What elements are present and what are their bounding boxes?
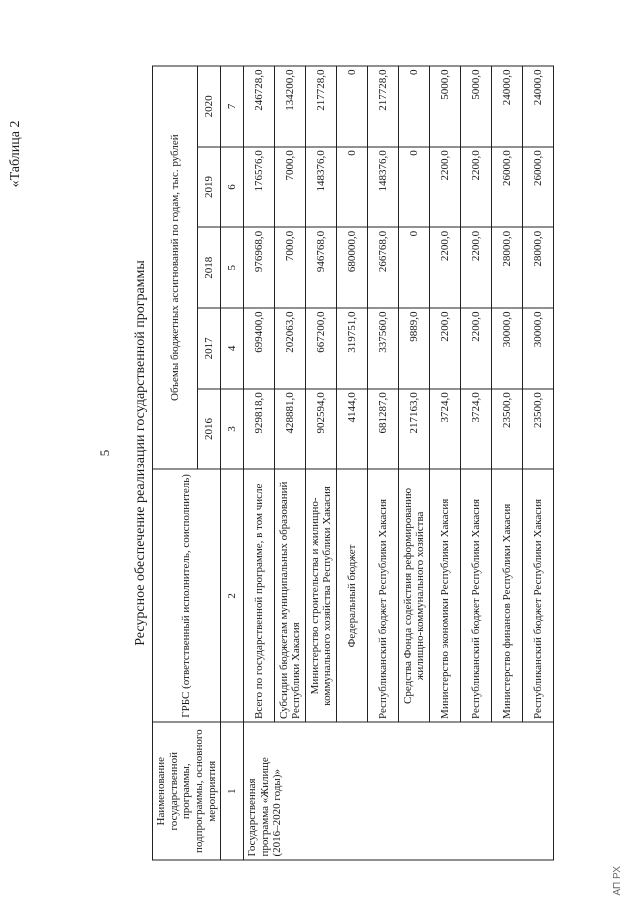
grbs-cell: Министерство финансов Республики Хакасия — [492, 469, 523, 722]
grbs-cell: Субсидии бюджетам муниципальных образований Республики Хакасия — [275, 469, 306, 722]
table-row — [244, 66, 275, 860]
value-cell: 4144,0 — [337, 388, 368, 469]
value-cell: 217163,0 — [399, 388, 430, 469]
grbs-cell: Республиканский бюджет Республики Хакасия — [461, 469, 492, 722]
column-number: 4 — [221, 308, 244, 389]
table-label: «Таблица 2 — [8, 120, 23, 187]
program-name-cell: Государственная программа «Жилище (2016–2020 годы)» — [244, 722, 554, 860]
value-cell: 23500,0 — [492, 388, 523, 469]
value-cell: 2200,0 — [430, 308, 461, 389]
value-cell: 7000,0 — [275, 227, 306, 308]
value-cell: 0 — [399, 227, 430, 308]
value-cell: 24000,0 — [523, 66, 554, 147]
value-cell: 667200,0 — [306, 308, 337, 389]
value-cell: 30000,0 — [523, 308, 554, 389]
header-year: 2017 — [198, 308, 221, 389]
grbs-cell: Всего по государственной программе, в том числе — [244, 469, 275, 722]
value-cell: 134200,0 — [275, 66, 306, 147]
header-year: 2019 — [198, 146, 221, 227]
value-cell: 28000,0 — [523, 227, 554, 308]
column-number: 7 — [221, 66, 244, 147]
value-cell: 217728,0 — [368, 66, 399, 147]
value-cell: 2200,0 — [430, 227, 461, 308]
value-cell: 2200,0 — [461, 227, 492, 308]
header-program-name: Наименование государственной программы, подпрограммы, основного мероприятия — [153, 722, 221, 860]
column-number: 6 — [221, 146, 244, 227]
grbs-cell: Министерство экономики Республики Хакасия — [430, 469, 461, 722]
value-cell: 5000,0 — [461, 66, 492, 147]
header-year: 2018 — [198, 227, 221, 308]
column-number: 3 — [221, 388, 244, 469]
grbs-cell: Республиканский бюджет Республики Хакасия — [368, 469, 399, 722]
value-cell: 2200,0 — [461, 146, 492, 227]
value-cell: 946768,0 — [306, 227, 337, 308]
value-cell: 699400,0 — [244, 308, 275, 389]
value-cell: 26000,0 — [492, 146, 523, 227]
value-cell: 7000,0 — [275, 146, 306, 227]
column-number: 2 — [221, 469, 244, 722]
value-cell: 246728,0 — [244, 66, 275, 147]
value-cell: 680000,0 — [337, 227, 368, 308]
value-cell: 148376,0 — [368, 146, 399, 227]
grbs-cell: Средства Фонда содействия реформированию жилищно-коммунального хозяйства — [399, 469, 430, 722]
value-cell: 148376,0 — [306, 146, 337, 227]
value-cell: 24000,0 — [492, 66, 523, 147]
resource-table — [152, 65, 554, 860]
page-number: 5 — [97, 449, 112, 456]
grbs-cell: Федеральный бюджет — [337, 469, 368, 722]
value-cell: 0 — [399, 146, 430, 227]
value-cell: 681287,0 — [368, 388, 399, 469]
table-body — [244, 66, 554, 860]
header-grbs: ГРБС (ответственный исполнитель, соисполнитель) — [153, 469, 221, 722]
value-cell: 929818,0 — [244, 388, 275, 469]
value-cell: 217728,0 — [306, 66, 337, 147]
column-number: 1 — [221, 722, 244, 860]
value-cell: 26000,0 — [523, 146, 554, 227]
value-cell: 337560,0 — [368, 308, 399, 389]
value-cell: 0 — [337, 66, 368, 147]
value-cell: 176576,0 — [244, 146, 275, 227]
grbs-cell: Министерство строительства и жилищно-коммунального хозяйства Республики Хакасия — [306, 469, 337, 722]
value-cell: 319751,0 — [337, 308, 368, 389]
value-cell: 23500,0 — [523, 388, 554, 469]
value-cell: 9889,0 — [399, 308, 430, 389]
value-cell: 428881,0 — [275, 388, 306, 469]
document-title: Ресурсное обеспечение реализации государственной программы — [133, 259, 148, 646]
value-cell: 0 — [337, 146, 368, 227]
archive-stamp: АП РХ — [612, 865, 623, 895]
value-cell: 266768,0 — [368, 227, 399, 308]
grbs-cell: Республиканский бюджет Республики Хакасия — [523, 469, 554, 722]
value-cell: 3724,0 — [430, 388, 461, 469]
value-cell: 976968,0 — [244, 227, 275, 308]
header-years-group: Объемы бюджетных ассигнований по годам, тыс. рублей — [153, 66, 198, 469]
value-cell: 902594,0 — [306, 388, 337, 469]
value-cell: 2200,0 — [461, 308, 492, 389]
value-cell: 2200,0 — [430, 146, 461, 227]
header-year: 2016 — [198, 388, 221, 469]
value-cell: 5000,0 — [430, 66, 461, 147]
value-cell: 28000,0 — [492, 227, 523, 308]
header-year: 2020 — [198, 66, 221, 147]
column-number: 5 — [221, 227, 244, 308]
value-cell: 202063,0 — [275, 308, 306, 389]
value-cell: 0 — [399, 66, 430, 147]
value-cell: 30000,0 — [492, 308, 523, 389]
value-cell: 3724,0 — [461, 388, 492, 469]
